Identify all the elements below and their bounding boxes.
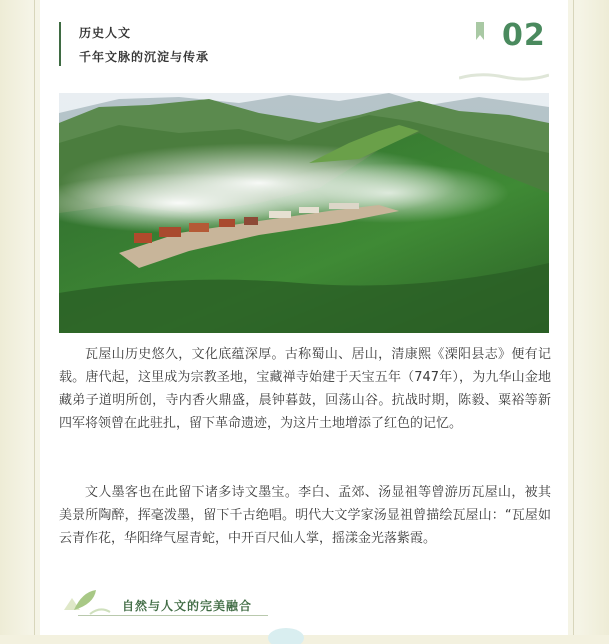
sub-section-title: 自然与人文的完美融合 [122,599,253,613]
section-header [59,18,549,78]
paragraph-literati: 文人墨客也在此留下诸多诗文墨宝。李白、孟郊、汤显祖等曾游历瓦屋山，被其美景所陶醉，挥毫泼墨，留下千古绝唱。明代大文学家汤显祖曾描绘瓦屋山：“瓦屋如云青作花，华阳绛气屋青蛇，中开百尺仙人掌，摇漾金光落紫霞。 [59,485,551,546]
section-title: 历史人文 [79,26,132,40]
bookmark-icon [476,22,484,40]
section-subtitle: 千年文脉的沉淀与传承 [79,50,210,64]
header-accent-bar [59,22,61,66]
sub-heading-underline [78,615,268,616]
frame-border-left [34,0,35,635]
wave-decoration-icon [459,70,549,82]
cloud-decoration-icon [266,624,306,644]
section-number: 02 [502,18,546,53]
landscape-illustration [59,93,549,333]
paragraph-history: 瓦屋山历史悠久，文化底蕴深厚。古称蜀山、居山，清康熙《溧阳县志》便有记载。唐代起，这里成为宗教圣地，宝藏禅寺始建于天宝五年（747年），为九华山金地藏弟子道明所创，寺内香火鼎盛，晨钟暮鼓，回荡山谷。抗战时期，陈毅、粟裕等新四军将领曾在此驻扎，留下革命遗迹，为这片土地增添了红色的记忆。 [59,347,551,431]
frame-border-right [573,0,574,635]
sub-section-heading [60,586,300,620]
mountain-temple-photo [59,93,549,333]
